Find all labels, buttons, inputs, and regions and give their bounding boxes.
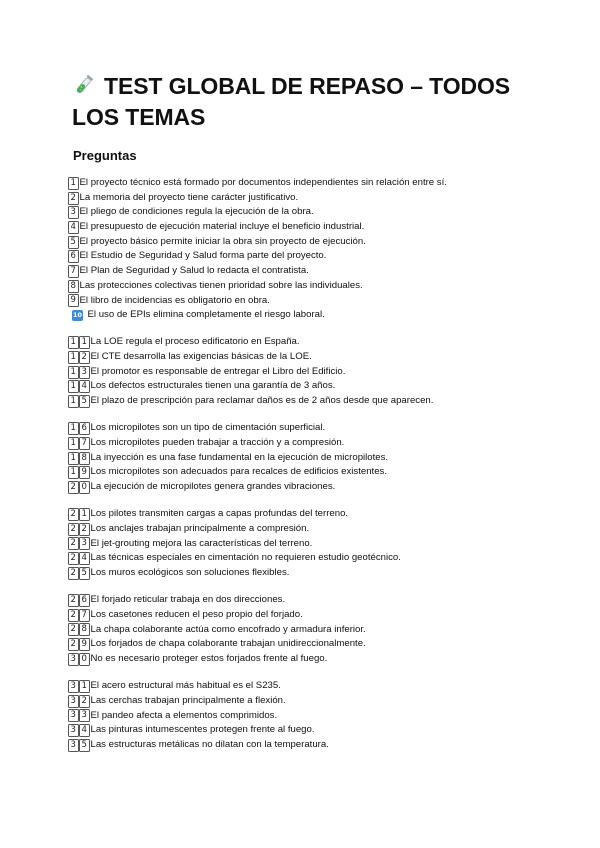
question-text: El CTE desarrolla las exigencias básicas de la LOE. — [90, 351, 312, 363]
keycap-number-icon: 2 7 — [68, 609, 90, 622]
question-text: El jet-grouting mejora las características del terreno. — [90, 537, 313, 549]
question-item — [68, 249, 568, 264]
question-item — [68, 480, 568, 495]
keycap-number-icon: 5 — [68, 236, 79, 249]
question-item — [68, 451, 568, 466]
question-item — [68, 421, 568, 436]
question-text: Las cerchas trabajan principalmente a flexión. — [90, 694, 286, 706]
question-item — [68, 738, 568, 753]
keycap-number-icon: 1 5 — [68, 395, 90, 408]
question-text: El proyecto básico permite iniciar la obra sin proyecto de ejecución. — [79, 235, 366, 247]
question-text: El pandeo afecta a elementos comprimidos. — [90, 709, 278, 721]
question-group — [68, 507, 568, 580]
keycap-number-icon: 1 1 — [68, 336, 90, 349]
keycap-number-icon: 1 6 — [68, 422, 90, 435]
question-item — [68, 679, 568, 694]
question-item — [68, 507, 568, 522]
keycap-number-icon: 1 3 — [68, 366, 90, 379]
question-item — [68, 335, 568, 350]
question-text: El uso de EPIs elimina completamente el riesgo laboral. — [87, 309, 325, 321]
keycap-number-icon: 3 1 — [68, 680, 90, 693]
keycap-number-icon: 2 5 — [68, 567, 90, 580]
keycap-number-icon: 3 4 — [68, 724, 90, 737]
keycap-number-icon: 2 4 — [68, 552, 90, 565]
question-item — [68, 709, 568, 724]
keycap-number-icon: 2 2 — [68, 523, 90, 536]
question-text: El forjado reticular trabaja en dos direcciones. — [90, 594, 286, 606]
question-item — [68, 465, 568, 480]
keycap-number-icon: 4 — [68, 221, 79, 234]
keycap-number-icon: 1 7 — [68, 437, 90, 450]
test-tube-icon — [72, 73, 96, 97]
question-text: El proyecto técnico está formado por documentos independientes sin relación entre sí. — [79, 177, 447, 188]
keycap-number-icon: 2 0 — [68, 481, 90, 494]
keycap-number-icon: 2 — [68, 192, 79, 205]
question-text: Los defectos estructurales tienen una garantía de 3 años. — [90, 380, 336, 392]
keycap-number-icon: 2 6 — [68, 594, 90, 607]
question-text: Los micropilotes son adecuados para recalces de edificios existentes. — [90, 466, 388, 478]
question-item — [68, 205, 568, 220]
keycap-number-icon: 1 4 — [68, 380, 90, 393]
question-item — [68, 537, 568, 552]
question-text: Los muros ecológicos son soluciones flexibles. — [90, 567, 290, 578]
page-title-text: TEST GLOBAL DE REPASO – TODOS LOS TEMAS — [72, 73, 511, 130]
keycap-number-icon: 2 3 — [68, 537, 90, 550]
question-item — [68, 608, 568, 623]
question-text: Las pinturas intumescentes protegen frente al fuego. — [90, 724, 315, 736]
page-title — [72, 71, 542, 133]
question-text: El pliego de condiciones regula la ejecución de la obra. — [79, 206, 314, 218]
question-text: No es necesario proteger estos forjados frente al fuego. — [90, 652, 328, 664]
keycap-number-icon: 6 — [68, 250, 79, 263]
question-item — [68, 593, 568, 608]
keycap-number-icon: 3 3 — [68, 709, 90, 722]
keycap-number-icon: 2 8 — [68, 623, 90, 636]
question-item — [68, 176, 568, 191]
question-text: Los pilotes transmiten cargas a capas profundas del terreno. — [90, 508, 349, 520]
keycap-number-icon: 3 2 — [68, 695, 90, 708]
question-group — [68, 679, 568, 752]
question-text: El promotor es responsable de entregar el Libro del Edificio. — [90, 365, 346, 377]
question-item — [68, 436, 568, 451]
question-item — [68, 623, 568, 638]
question-item — [68, 694, 568, 709]
question-text: El acero estructural más habitual es el S235. — [90, 680, 281, 692]
section-heading: Preguntas — [73, 148, 137, 163]
question-item — [68, 379, 568, 394]
question-item — [68, 652, 568, 667]
keycap-number-icon: 3 5 — [68, 739, 90, 752]
question-text: La ejecución de micropilotes genera grandes vibraciones. — [90, 481, 336, 493]
question-item — [68, 294, 568, 309]
question-item — [68, 308, 568, 323]
question-item — [68, 279, 568, 294]
question-item — [68, 551, 568, 566]
question-text: La inyección es una fase fundamental en la ejecución de micropilotes. — [90, 451, 389, 463]
question-text: El libro de incidencias es obligatorio en obra. — [79, 294, 270, 306]
keycap-number-icon: 3 — [68, 206, 79, 219]
question-text: Los forjados de chapa colaborante trabajan unidireccionalmente. — [90, 638, 366, 650]
keycap-number-icon: 3 0 — [68, 653, 90, 666]
question-item — [68, 522, 568, 537]
question-text: El Estudio de Seguridad y Salud forma parte del proyecto. — [79, 250, 327, 262]
question-text: Las protecciones colectivas tienen prioridad sobre las individuales. — [79, 279, 363, 291]
keycap-number-icon: 1 9 — [68, 466, 90, 479]
question-text: Los micropilotes pueden trabajar a tracción y a compresión. — [90, 437, 345, 448]
keycap-number-icon: 2 9 — [68, 638, 90, 651]
keycap-number-icon: 1 — [68, 177, 79, 190]
keycap-number-icon: 2 1 — [68, 508, 90, 521]
question-text: El Plan de Seguridad y Salud lo redacta el contratista. — [79, 265, 309, 277]
question-text: La LOE regula el proceso edificatorio en España. — [90, 336, 300, 348]
question-group — [68, 421, 568, 494]
question-item — [68, 191, 568, 206]
question-text: Las estructuras metálicas no dilatan con la temperatura. — [90, 738, 329, 750]
question-item — [68, 566, 568, 581]
keycap-number-icon: 1 8 — [68, 452, 90, 465]
question-group — [68, 335, 568, 408]
question-list — [68, 176, 568, 765]
question-text: El plazo de prescripción para reclamar daños es de 2 años desde que aparecen. — [90, 395, 434, 407]
question-item — [68, 637, 568, 652]
keycap-number-icon: 1 2 — [68, 351, 90, 364]
keycap-number-icon: 7 — [68, 265, 79, 278]
question-group — [68, 593, 568, 666]
question-group — [68, 176, 568, 323]
question-item — [68, 350, 568, 365]
question-text: La chapa colaborante actúa como encofrado y armadura inferior. — [90, 623, 366, 635]
question-text: La memoria del proyecto tiene carácter justificativo. — [79, 191, 299, 203]
question-item — [68, 723, 568, 738]
question-item — [68, 235, 568, 250]
question-text: Los micropilotes son un tipo de cimentación superficial. — [90, 422, 326, 434]
keycap-number-icon: 9 — [68, 294, 79, 307]
question-text: Las técnicas especiales en cimentación no requieren estudio geotécnico. — [90, 552, 401, 564]
question-text: Los anclajes trabajan principalmente a compresión. — [90, 522, 310, 534]
question-item — [68, 220, 568, 235]
question-item — [68, 365, 568, 380]
keycap-number-icon: 10 — [72, 311, 83, 320]
question-text: El presupuesto de ejecución material incluye el beneficio industrial. — [79, 221, 365, 233]
question-item — [68, 394, 568, 409]
question-item — [68, 264, 568, 279]
keycap-number-icon: 8 — [68, 280, 79, 293]
question-text: Los casetones reducen el peso propio del forjado. — [90, 608, 303, 620]
